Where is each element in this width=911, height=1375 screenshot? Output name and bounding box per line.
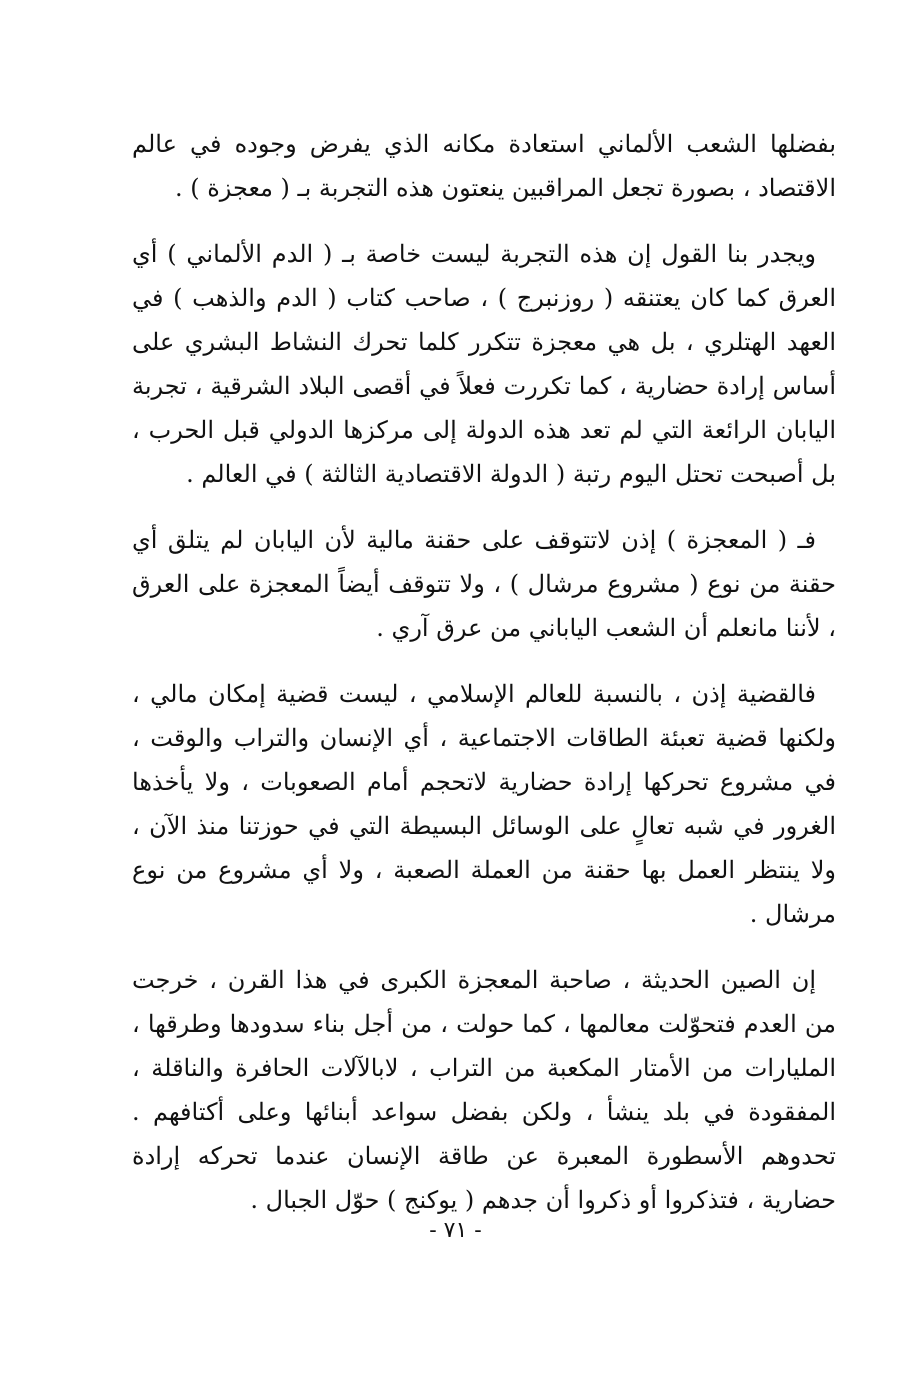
body-text	[132, 122, 836, 1244]
paragraph-german-recovery: بفضلها الشعب الألماني استعادة مكانه الذي يفرض وجوده في عالم الاقتصاد ، بصورة تجعل المراقبين ينعتون هذه التجربة بـ ( معجزة ) .	[132, 130, 837, 202]
paragraph-modern-china: إن الصين الحديثة ، صاحبة المعجزة الكبرى في هذا القرن ، خرجت من العدم فتحوّلت معالمها ، كما حولت ، من أجل بناء سدودها وطرقها ، المليارات من الأمتار المكعبة من التراب ، لابالآلات الحافرة والناقلة ، المفقودة في بلد ينشأ ، ولكن بفضل سواعد أبنائها وعلى أكتافهم . تحدوهم الأسطورة المعبرة عن طاقة الإنسان عندما تحركه إرادة حضارية ، فتذكروا أو ذكروا أن جدهم ( يوكنج ) حوّل الجبال .	[132, 966, 836, 1214]
page-number: - ٧١ -	[429, 1218, 482, 1243]
paragraph-miracle-conditions: فـ ( المعجزة ) إذن لاتتوقف على حقنة مالية لأن اليابان لم يتلق أي حقنة من نوع ( مشروع مرشال ) ، ولا تتوقف أيضاً المعجزة على العرق ، لأننا مانعلم أن الشعب الياباني من عرق آري .	[132, 526, 836, 642]
paragraph-not-german-blood: ويجدر بنا القول إن هذه التجربة ليست خاصة بـ ( الدم الألماني ) أي العرق كما كان يعتنقه ( روزنبرج ) ، صاحب كتاب ( الدم والذهب ) في العهد الهتلري ، بل هي معجزة تتكرر كلما تحرك النشاط البشري على أساس إرادة حضارية ، كما تكررت فعلاً في أقصى البلاد الشرقية ، تجربة اليابان الرائعة التي لم تعد هذه الدولة إلى مركزها الدولي قبل الحرب ، بل أصبحت تحتل اليوم رتبة ( الدولة الاقتصادية الثالثة ) في العالم .	[132, 240, 836, 488]
paragraph-islamic-world: فالقضية إذن ، بالنسبة للعالم الإسلامي ، ليست قضية إمكان مالي ، ولكنها قضية تعبئة الطاقات الاجتماعية ، أي الإنسان والتراب والوقت ، في مشروع تحركها إرادة حضارية لاتحجم أمام الصعوبات ، ولا يأخذها الغرور في شبه تعالٍ على الوسائل البسيطة التي في حوزتنا منذ الآن ، ولا ينتظر العمل بها حقنة من العملة الصعبة ، ولا أي مشروع من نوع مرشال .	[132, 680, 836, 928]
